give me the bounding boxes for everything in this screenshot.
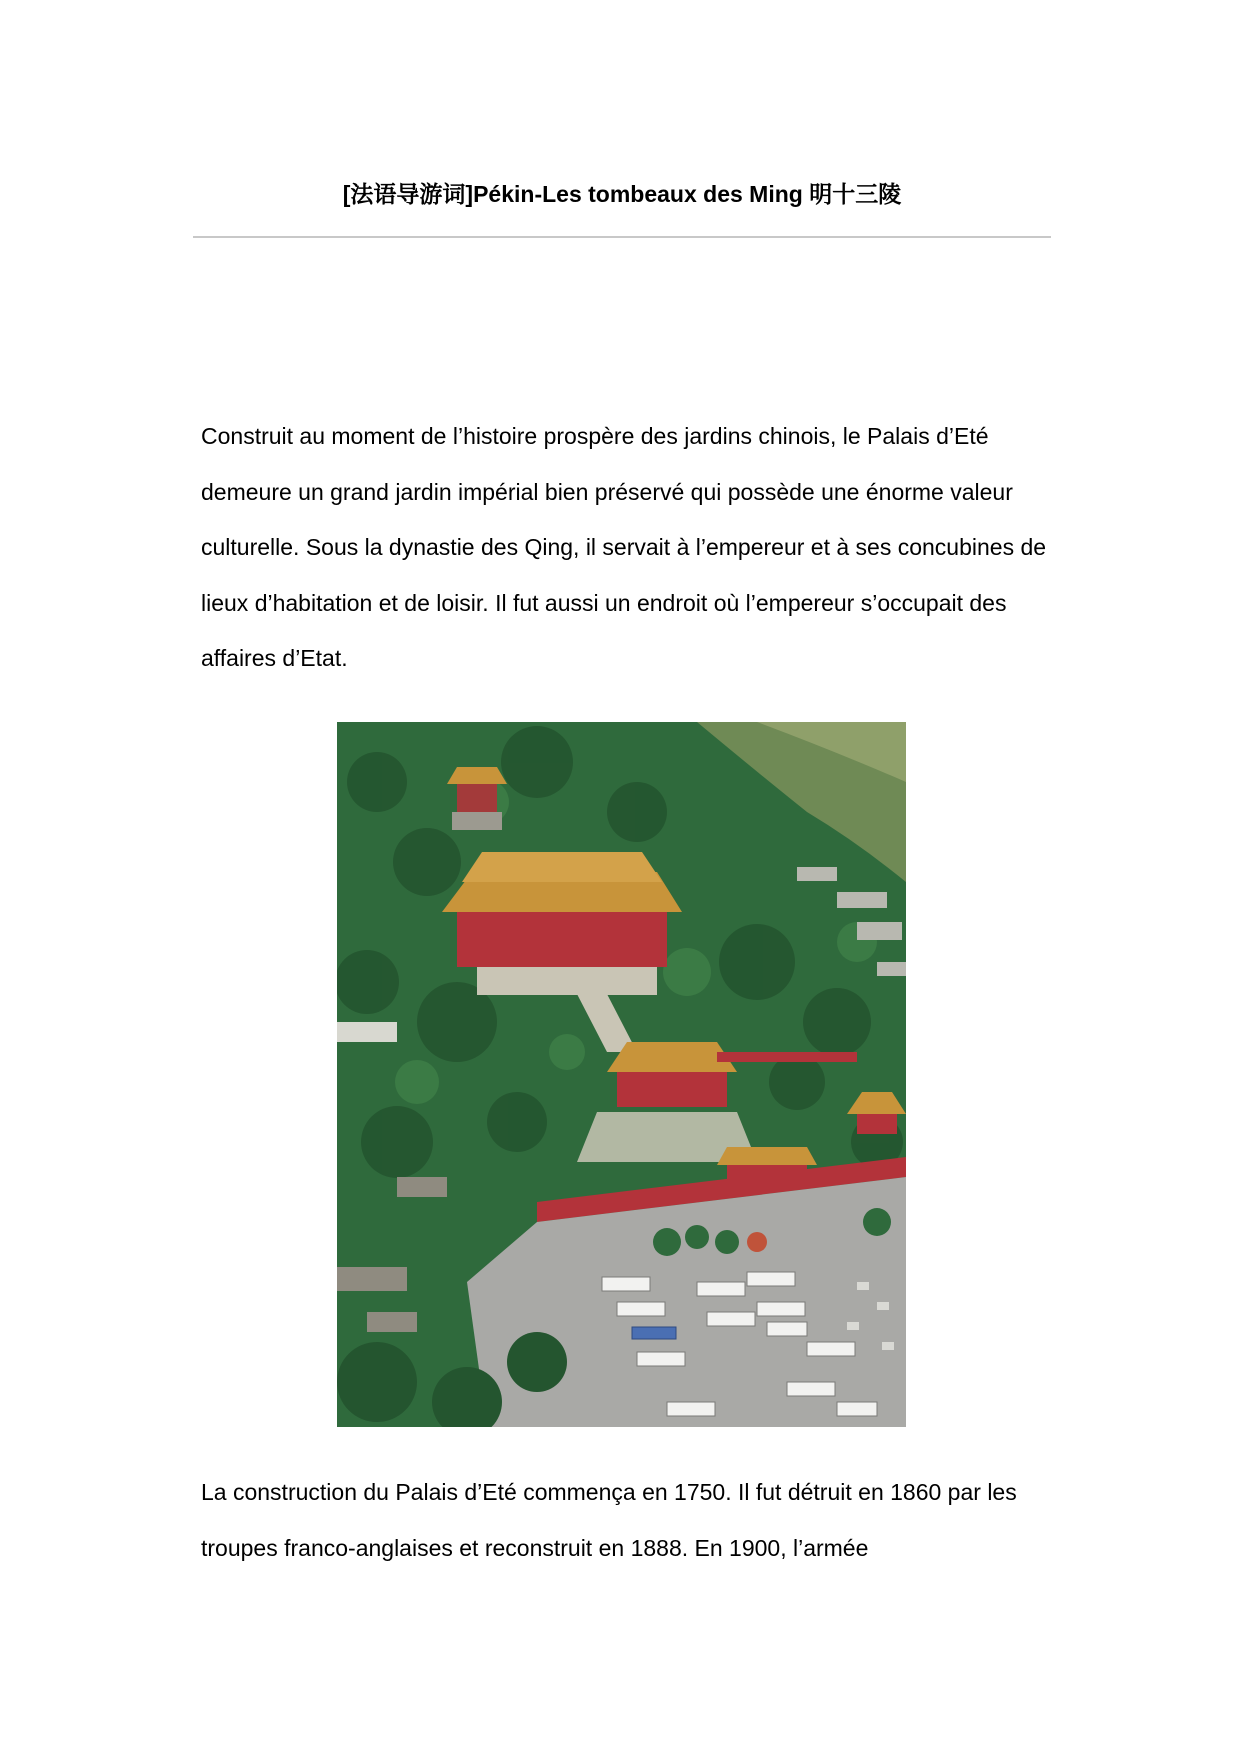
- history-paragraph: La construction du Palais d’Eté commença en 1750. Il fut détruit en 1860 par les troupes franco-anglaises et reconstruit en 1888. En 1900, l’armée: [201, 1479, 1017, 1561]
- intro-paragraph: Construit au moment de l’histoire prospère des jardins chinois, le Palais d’Eté demeure un grand jardin impérial bien préservé qui possède une énorme valeur culturelle. Sous la dynastie des Qing, il servait à l’empereur et à ses concubines de lieux d’habitation et de loisir. Il fut aussi un endroit où l’empereur s’occupait des affaires d’Etat.: [201, 423, 1047, 671]
- title-divider: [193, 236, 1051, 238]
- page-title: [法语导游词]Pékin-Les tombeaux des Ming 明十三陵: [342, 181, 902, 207]
- aerial-photo-ming-tombs: [337, 722, 906, 1427]
- main-hall: [442, 852, 682, 995]
